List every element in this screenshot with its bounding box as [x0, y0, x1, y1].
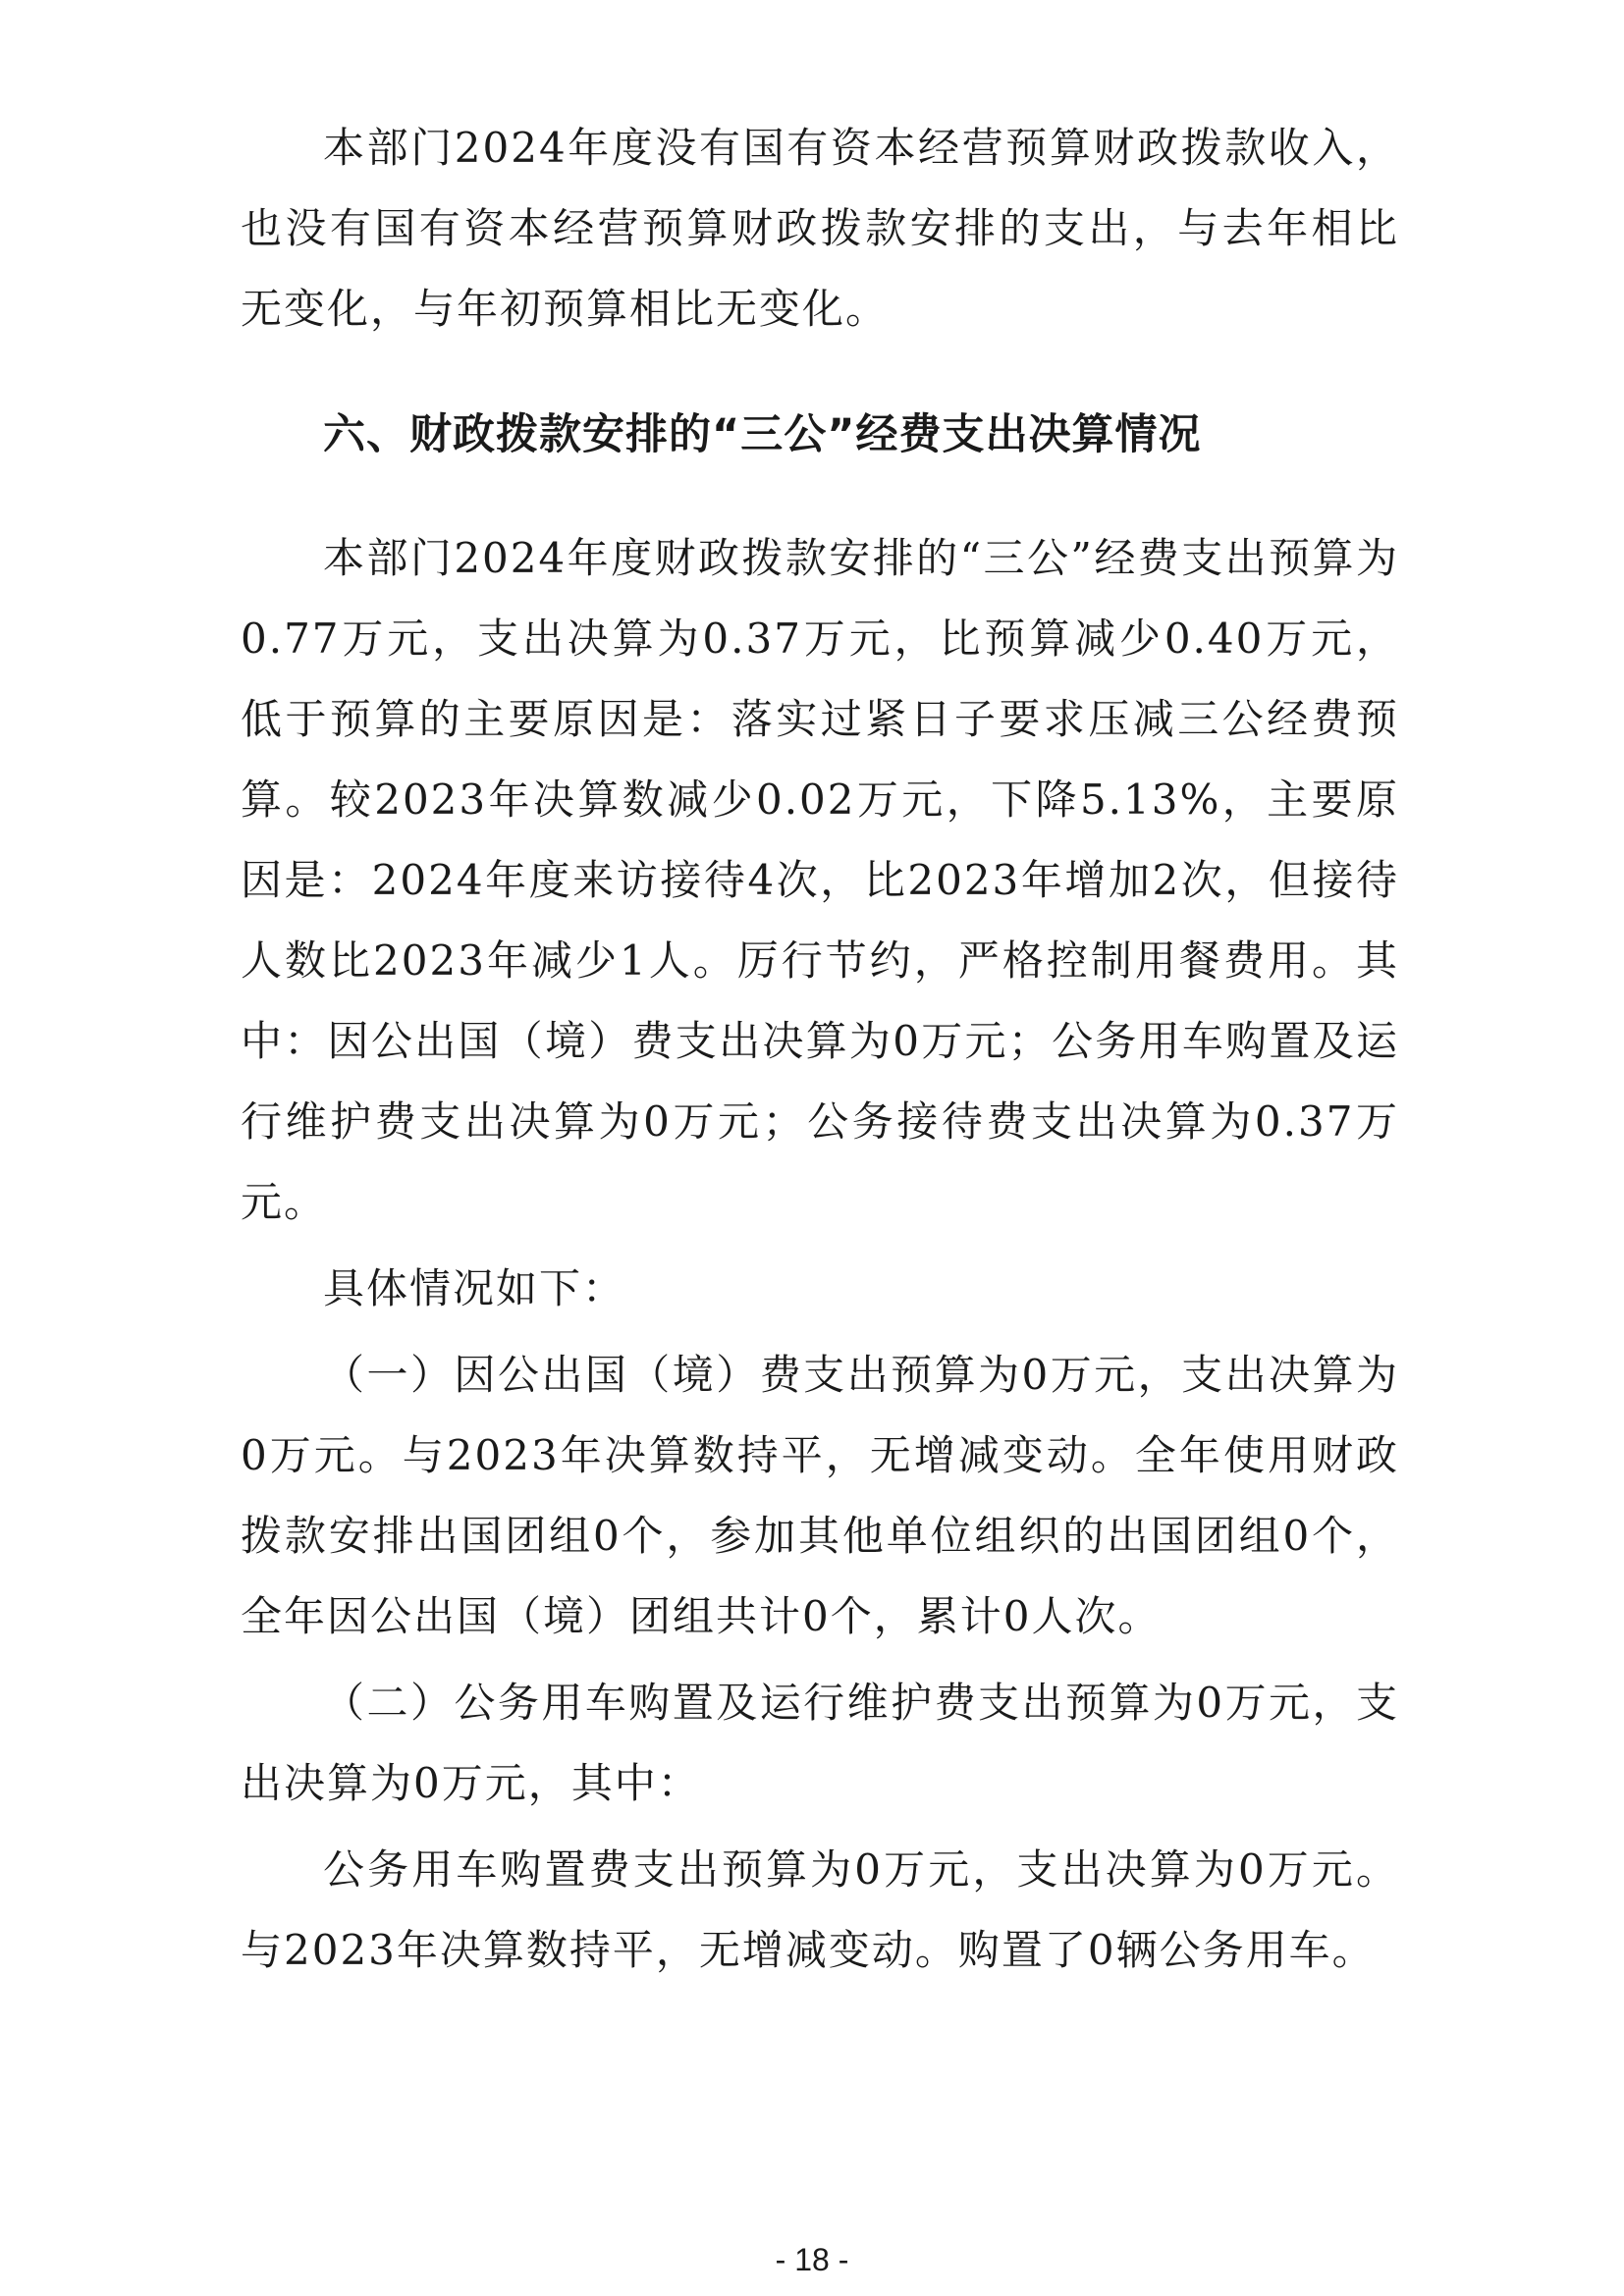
paragraph-details-intro: 具体情况如下： [323, 1264, 626, 1312]
paragraph-state-capital-budget: 本部门2024年度没有国有资本经营预算财政拨款收入，也没有国有资本经营预算财政拨款安排的支出，与去年相比无变化，与年初预算相比无变化。 [241, 124, 1399, 333]
paragraph-vehicle-purchase: 公务用车购置费支出预算为0万元，支出决算为0万元。与2023年决算数持平，无增减变动。购置了0辆公务用车。 [241, 1845, 1399, 1974]
paragraph-overseas-travel: （一）因公出国（境）费支出预算为0万元，支出决算为0万元。与2023年决算数持平，无增减变动。全年使用财政拨款安排出国团组0个，参加其他单位组织的出国团组0个，全年因公出国（境）团组共计0个，累计0人次。 [241, 1351, 1399, 1640]
paragraph-three-public-expenses-summary: 本部门2024年度财政拨款安排的“三公”经费支出预算为0.77万元，支出决算为0.37万元，比预算减少0.40万元，低于预算的主要原因是：落实过紧日子要求压减三公经费预算。较2023年决算数减少0.02万元，下降5.13%，主要原因是：2024年度来访接待4次，比2023年增加2次，但接待人数比2023年减少1人。厉行节约，严格控制用餐费用。其中：因公出国（境）费支出决算为0万元；公务用车购置及运行维护费支出决算为0万元；公务接待费支出决算为0.37万元。 [241, 534, 1399, 1226]
paragraph-official-vehicles: （二）公务用车购置及运行维护费支出预算为0万元，支出决算为0万元，其中： [241, 1679, 1399, 1807]
document-body [241, 108, 1399, 1991]
page-number: - 18 - [775, 2242, 849, 2277]
section-heading: 六、财政拨款安排的“三公”经费支出决算情况 [323, 410, 1202, 459]
